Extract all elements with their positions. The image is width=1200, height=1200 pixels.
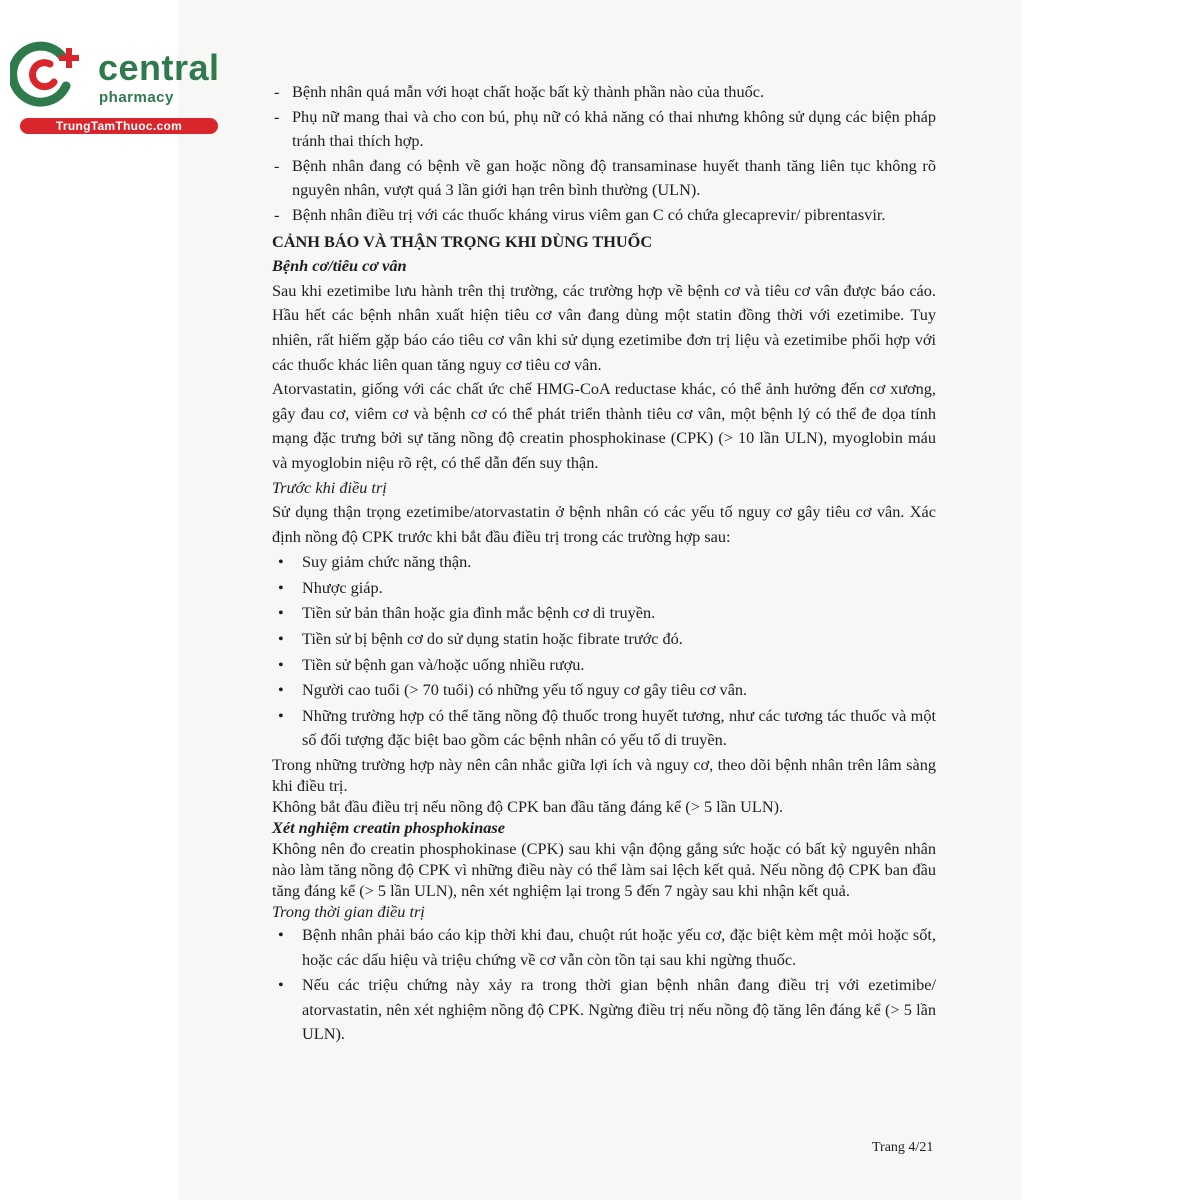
document-content (272, 80, 936, 1048)
during-treatment-heading: Trong thời gian điều trị (272, 902, 425, 922)
myopathy-paragraph-1: Sau khi ezetimibe lưu hành trên thị trường, các trường hợp về bệnh cơ và tiêu cơ vân được báo cáo. Hầu hết các bệnh nhân xuất hiện tiêu cơ vân đang dùng một statin đồng thời với ezetimibe. Tuy nhiên, rất hiếm gặp báo cáo tiêu cơ vân khi sử dụng ezetimibe đơn trị liệu và ezetimibe phối hợp với các thuốc khác liên quan tăng nguy cơ tiêu cơ vân. (272, 280, 936, 374)
risk-factor-item: • Nhược giáp. (272, 576, 936, 601)
during-treatment-item: • Nếu các triệu chứng này xảy ra trong thời gian bệnh nhân đang điều trị với ezetimibe/ atorvastatin, nên xét nghiệm nồng độ CPK. Ngừng điều trị nếu nồng độ tăng lên đáng kể (> 5 lần ULN). (272, 973, 936, 1047)
logo-subtitle: pharmacy (99, 89, 174, 106)
myopathy-heading: Bệnh cơ/tiêu cơ vân (272, 256, 407, 276)
myopathy-paragraph-2: Atorvastatin, giống với các chất ức chế HMG-CoA reductase khác, có thể ảnh hưởng đến cơ xương, gây đau cơ, viêm cơ và bệnh cơ có thể phát triển thành tiêu cơ vân, một bệnh lý có thể đe dọa tính mạng đặc trưng bởi sự tăng nồng độ creatin phosphokinase (CPK) (> 10 lần ULN), myoglobin máu và myoglobin niệu rõ rệt, có thể dẫn đến suy thận. (272, 379, 936, 472)
risk-factor-item: • Tiền sử bị bệnh cơ do sử dụng statin hoặc fibrate trước đó. (272, 627, 936, 652)
before-treatment-note: Trong những trường hợp này nên cân nhắc giữa lợi ích và nguy cơ, theo dõi bệnh nhân trên lâm sàng khi điều trị. (272, 755, 936, 796)
before-treatment-cpk-note: Không bắt đầu điều trị nếu nồng độ CPK ban đầu tăng đáng kể (> 5 lần ULN). (272, 797, 784, 817)
risk-factor-item: • Những trường hợp có thể tăng nồng độ thuốc trong huyết tương, như các tương tác thuốc và một số đối tượng đặc biệt bao gồm các bệnh nhân có yếu tố di truyền. (272, 704, 936, 753)
central-logo-icon (10, 38, 88, 108)
risk-factor-item: • Suy giảm chức năng thận. (272, 550, 936, 575)
contra-item: - Phụ nữ mang thai và cho con bú, phụ nữ có khả năng có thai nhưng không sử dụng các biện pháp tránh thai thích hợp. (272, 105, 936, 154)
before-treatment-paragraph: Sử dụng thận trọng ezetimibe/atorvastatin ở bệnh nhân có các yếu tố nguy cơ gây tiêu cơ vân. Xác định nồng độ CPK trước khi bắt đầu điều trị trong các trường hợp sau: (272, 502, 936, 546)
logo-site-url: TrungTamThuoc.com (20, 118, 218, 134)
cpk-test-paragraph: Không nên đo creatin phosphokinase (CPK) sau khi vận động gắng sức hoặc có bất kỳ nguyên nhân nào làm tăng nồng độ CPK vì những điều này có thể làm sai lệch kết quả. Nếu nồng độ CPK ban đầu tăng đáng kể (> 5 lần ULN), nên xét nghiệm lại trong 5 đến 7 ngày sau khi nhận kết quả. (272, 839, 936, 901)
page-number: Trang 4/21 (872, 1140, 934, 1155)
during-treatment-item: • Bệnh nhân phải báo cáo kịp thời khi đau, chuột rút hoặc yếu cơ, đặc biệt kèm mệt mỏi hoặc sốt, hoặc các dấu hiệu và triệu chứng về cơ vẫn còn tồn tại sau khi ngừng thuốc. (272, 923, 936, 972)
risk-factor-item: • Tiền sử bản thân hoặc gia đình mắc bệnh cơ di truyền. (272, 601, 936, 626)
pharmacy-logo (10, 38, 220, 138)
before-treatment-heading: Trước khi điều trị (272, 477, 387, 497)
risk-factor-item: • Tiền sử bệnh gan và/hoặc uống nhiều rượu. (272, 653, 936, 678)
cpk-test-heading: Xét nghiệm creatin phosphokinase (272, 818, 505, 838)
contra-item: - Bệnh nhân điều trị với các thuốc kháng virus viêm gan C có chứa glecaprevir/ pibrentasvir. (272, 203, 936, 228)
contra-item: - Bệnh nhân quá mẫn với hoạt chất hoặc bất kỳ thành phần nào của thuốc. (272, 80, 936, 105)
contra-item: - Bệnh nhân đang có bệnh về gan hoặc nồng độ transaminase huyết thanh tăng liên tục không rõ nguyên nhân, vượt quá 3 lần giới hạn trên bình thường (ULN). (272, 154, 936, 203)
risk-factor-item: • Người cao tuổi (> 70 tuổi) có những yếu tố nguy cơ gây tiêu cơ vân. (272, 678, 936, 703)
warning-heading: CẢNH BÁO VÀ THẬN TRỌNG KHI DÙNG THUỐC (272, 231, 653, 251)
logo-wordmark: central (98, 47, 220, 88)
